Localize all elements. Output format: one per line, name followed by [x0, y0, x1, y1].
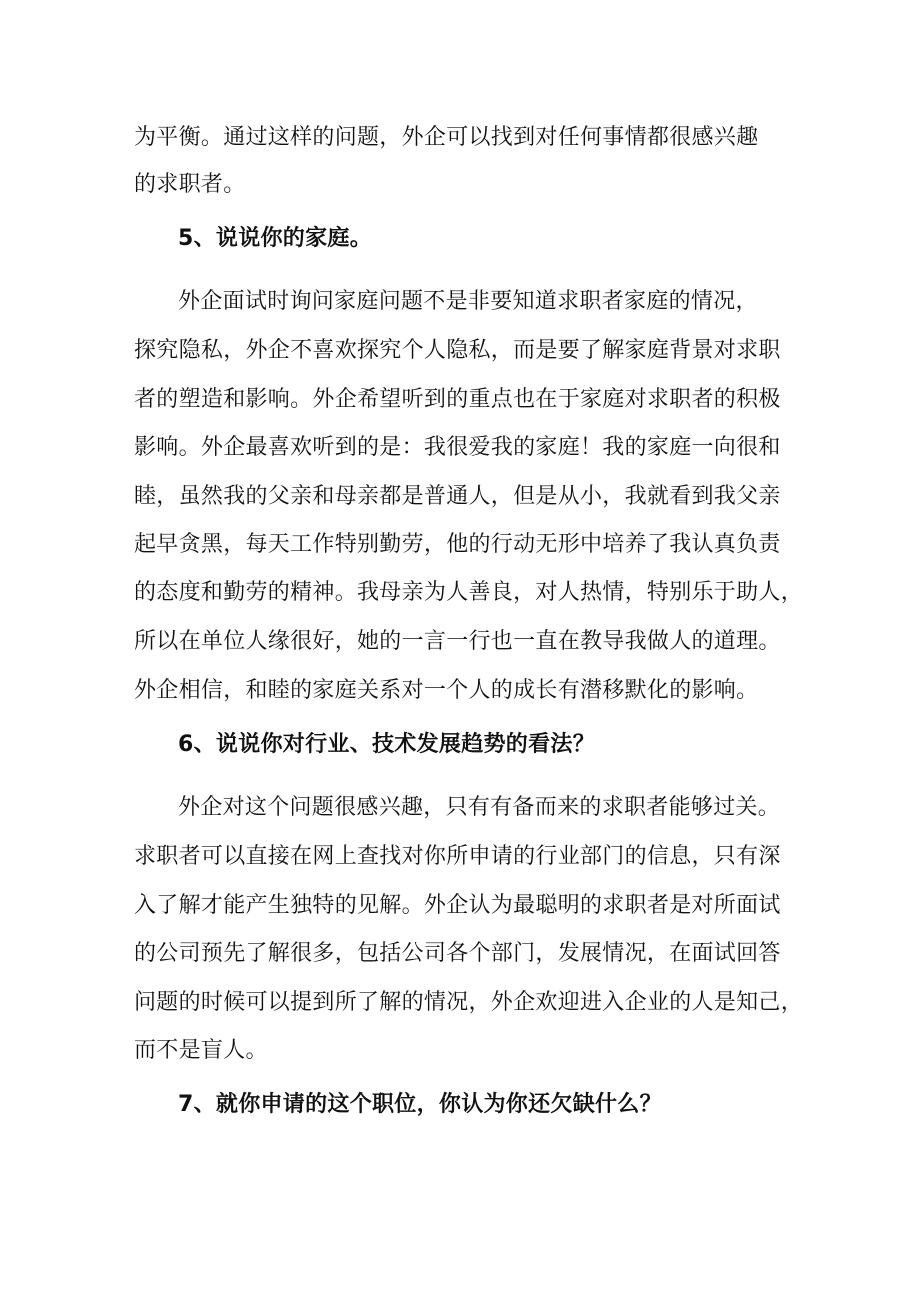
paragraph-line: 者的塑造和影响。外企希望听到的重点也在于家庭对求职者的积极 [134, 387, 781, 412]
paragraph-line: 的态度和勤劳的精神。我母亲为人善良，对人热情，特别乐于助人， [134, 580, 804, 605]
paragraph-line: 而不是盲人。 [134, 1038, 268, 1063]
section-5-heading: 5、说说你的家庭。 [178, 226, 373, 251]
paragraph-line: 问题的时候可以提到所了解的情况，外企欢迎进入企业的人是知己， [134, 990, 804, 1015]
paragraph-line: 起早贪黑，每天工作特别勤劳，他的行动无形中培养了我认真负责 [134, 532, 781, 557]
paragraph-line: 求职者可以直接在网上查找对你所申请的行业部门的信息，只有深 [134, 844, 781, 869]
paragraph-line: 外企对这个问题很感兴趣，只有有备而来的求职者能够过关。 [178, 795, 781, 820]
section-7-heading: 7、就你申请的这个职位，你认为你还欠缺什么？ [178, 1092, 662, 1117]
paragraph-line: 的公司预先了解很多，包括公司各个部门，发展情况，在面试回答 [134, 941, 781, 966]
intro-line-1: 为平衡。通过这样的问题，外企可以找到对任何事情都很感兴趣 [134, 125, 759, 150]
paragraph-line: 外企面试时询问家庭问题不是非要知道求职者家庭的情况， [178, 289, 758, 314]
paragraph-line: 睦，虽然我的父亲和母亲都是普通人，但是从小，我就看到我父亲 [134, 484, 781, 509]
paragraph-line: 外企相信，和睦的家庭关系对一个人的成长有潜移默化的影响。 [134, 678, 759, 703]
paragraph-line: 所以在单位人缘很好，她的一言一行也一直在教导我做人的道理。 [134, 629, 781, 654]
intro-line-2: 的求职者。 [134, 172, 246, 197]
paragraph-line: 入了解才能产生独特的见解。外企认为最聪明的求职者是对所面试 [134, 893, 781, 918]
section-6-heading: 6、说说你对行业、技术发展趋势的看法？ [178, 732, 596, 757]
paragraph-line: 探究隐私，外企不喜欢探究个人隐私，而是要了解家庭背景对求职 [134, 338, 781, 363]
paragraph-line: 影响。外企最喜欢听到的是：我很爱我的家庭！我的家庭一向很和 [134, 435, 781, 460]
